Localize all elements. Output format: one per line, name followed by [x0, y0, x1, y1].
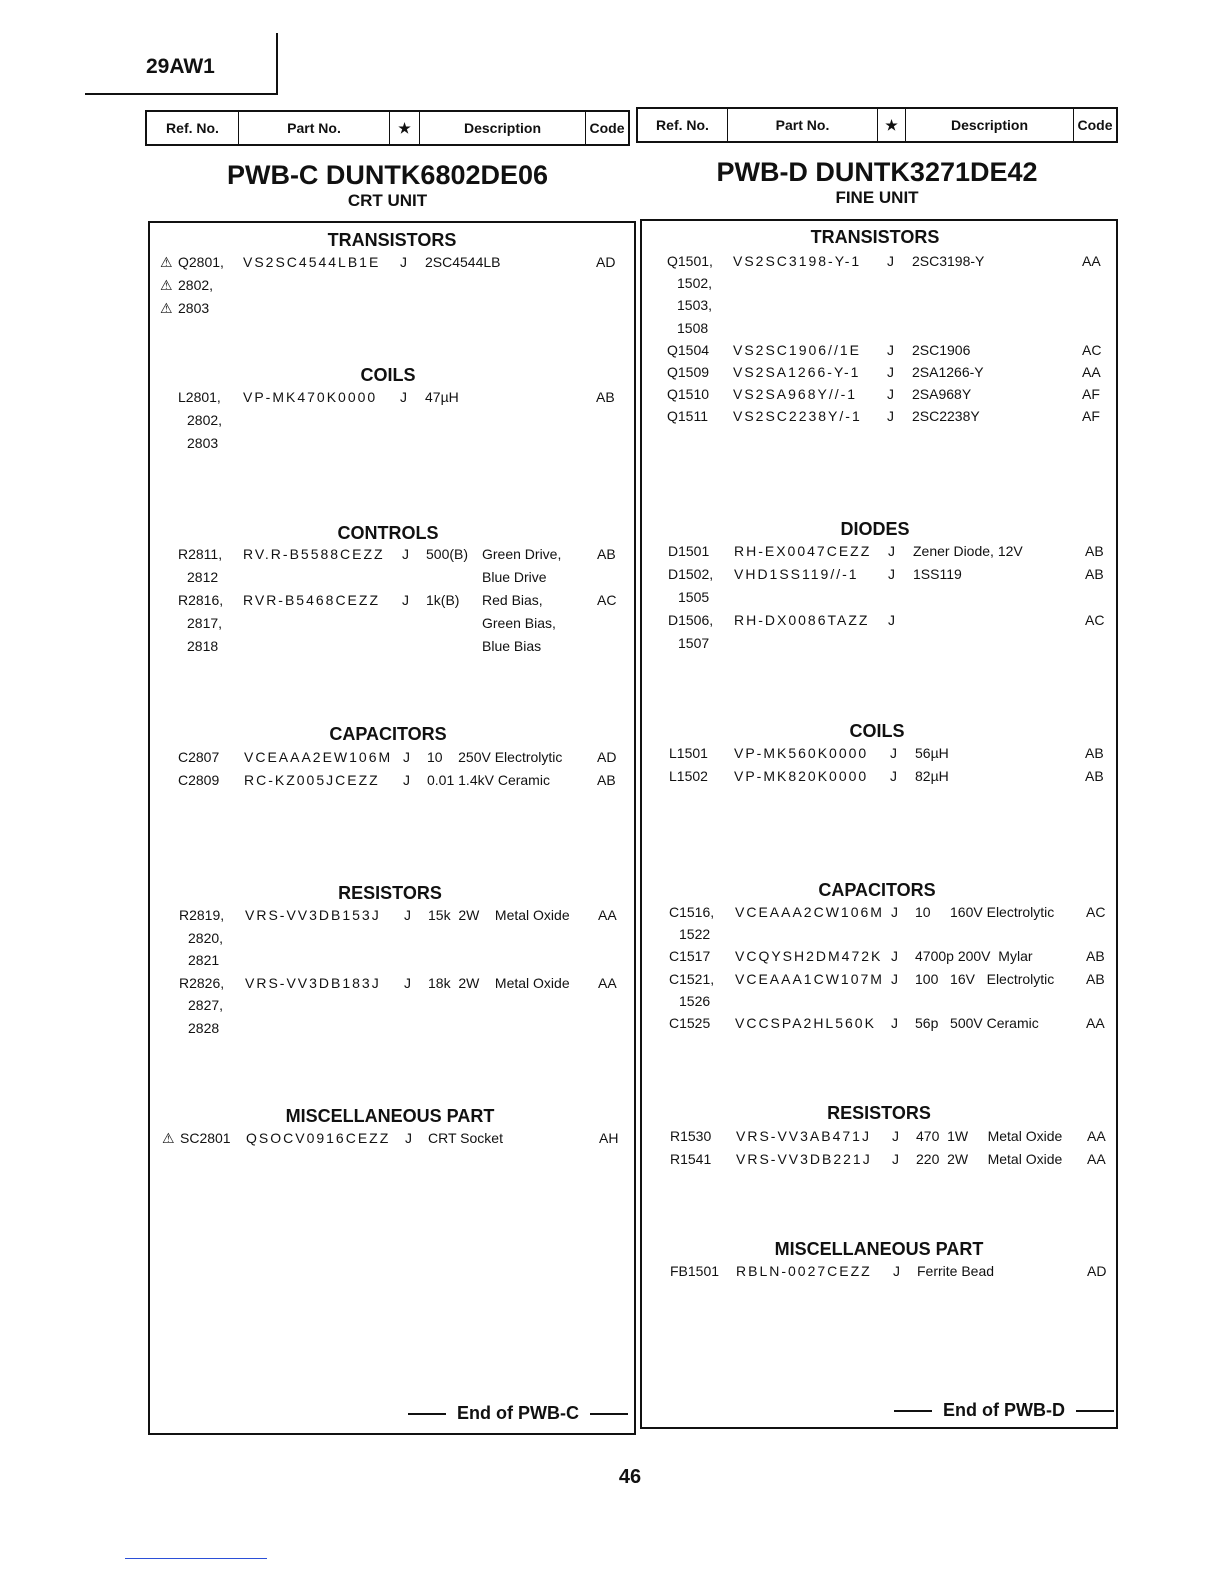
- cell-desc: 2SC1906: [912, 341, 971, 358]
- cell-code: AB: [597, 772, 616, 788]
- cell-j: J: [888, 566, 895, 582]
- cell-desc: 470 1W Metal Oxide: [916, 1128, 1063, 1144]
- description-header: Description: [420, 112, 586, 144]
- cell-ref: Q1510: [667, 386, 710, 403]
- table-row: [0, 342, 1224, 362]
- cell-code: AB: [597, 546, 616, 562]
- cell-desc: 220 2W Metal Oxide: [916, 1151, 1063, 1167]
- safety-warning-icon: ⚠: [160, 300, 173, 316]
- cell-code: AA: [1086, 1015, 1105, 1031]
- cell-ref: L2801,: [178, 389, 221, 405]
- table-row: [0, 275, 1224, 295]
- left-board-title: PWB-C DUNTK6802DE06: [226, 160, 549, 190]
- cell-j: J: [891, 948, 898, 965]
- table-row: [0, 635, 1224, 655]
- cell-desc: 56µH: [915, 745, 949, 761]
- cell-ref: R1541: [670, 1151, 712, 1167]
- cell-part: VS2SC4544LB1E: [243, 254, 381, 270]
- safety-warning-icon: ⚠: [162, 1130, 175, 1146]
- cell-j: J: [400, 254, 407, 270]
- cell-code: AB: [1085, 566, 1104, 582]
- cell-code: AB: [1086, 970, 1105, 987]
- part-no-header: Part No.: [728, 109, 878, 141]
- right-end-label: End of PWB-D: [943, 1400, 1065, 1420]
- cell-ref: C2807: [178, 749, 220, 765]
- table-row: [0, 566, 1224, 586]
- cell-j: J: [402, 546, 409, 562]
- cell-desc: Zener Diode, 12V: [913, 543, 1023, 559]
- cell-ref: R1530: [670, 1128, 712, 1144]
- cell-ref: C1516,: [669, 904, 715, 920]
- table-row: [0, 971, 1224, 991]
- table-row: [0, 768, 1224, 788]
- cell-ref: 2803: [187, 435, 219, 451]
- cell-j: J: [887, 408, 894, 425]
- cell-part: VRS-VV3DB183J: [245, 974, 381, 991]
- cell-part: VS2SC2238Y/-1: [733, 408, 862, 425]
- cell-ref: Q1509: [667, 364, 710, 380]
- cell-desc: 10 250V Electrolytic: [427, 749, 563, 765]
- star-header: ★: [390, 112, 420, 144]
- table-row: [0, 297, 1224, 317]
- code-header: Code: [589, 120, 625, 136]
- cell-part: VS2SC1906//1E: [733, 341, 861, 358]
- cell-code: AA: [598, 907, 617, 923]
- footer-link-line: [125, 1558, 267, 1559]
- cell-code: AB: [1085, 768, 1104, 784]
- table-row: [0, 612, 1224, 632]
- cell-part: QSOCV0916CEZZ: [246, 1130, 391, 1146]
- left-misc-heading: MISCELLANEOUS PART: [285, 1106, 495, 1126]
- cell-ref: Q1501,: [667, 253, 713, 269]
- cell-code: AA: [598, 974, 617, 991]
- cell-code: AB: [1085, 745, 1104, 761]
- cell-desc: 56p 500V Ceramic: [915, 1015, 1039, 1031]
- cell-code: AC: [1086, 904, 1106, 920]
- right-diodes-heading: DIODES: [840, 519, 910, 539]
- cell-ref: R2826,: [179, 974, 225, 991]
- part-no-header: Part No.: [239, 112, 390, 144]
- table-row: [0, 1263, 1224, 1283]
- cell-ref: D1501: [668, 543, 710, 559]
- left-end-marker: [408, 1403, 628, 1424]
- cell-part: VS2SA968Y//-1: [733, 386, 858, 403]
- cell-ref: 2802,: [178, 277, 214, 293]
- cell-code: AA: [1082, 364, 1101, 380]
- cell-code: AD: [597, 749, 617, 765]
- description-header: Description: [906, 109, 1074, 141]
- cell-ref: SC2801: [180, 1130, 231, 1146]
- cell-ref: 2817,: [187, 615, 223, 631]
- cell-code: AH: [599, 1130, 619, 1146]
- cell-desc: 47µH: [425, 389, 459, 405]
- cell-desc: 82µH: [915, 768, 949, 784]
- right-board-title: PWB-D DUNTK3271DE42: [716, 157, 1038, 187]
- cell-j: J: [405, 1130, 412, 1146]
- cell-part: VP-MK560K0000: [734, 745, 869, 761]
- cell-j: J: [890, 745, 897, 761]
- cell-ref: 1522: [679, 926, 711, 943]
- cell-j: J: [403, 772, 410, 788]
- cell-ref: 1508: [677, 319, 709, 336]
- cell-j: J: [887, 341, 894, 358]
- cell-part: VRS-VV3DB153J: [245, 907, 381, 923]
- model-divider-horizontal: [85, 93, 278, 95]
- cell-desc: CRT Socket: [428, 1130, 503, 1146]
- cell-part: RH-EX0047CEZZ: [734, 543, 872, 559]
- cell-ref: C1525: [669, 1015, 711, 1031]
- code-header: Code: [1077, 117, 1113, 133]
- cell-desc: Red Bias,: [482, 592, 543, 608]
- cell-ref: 1502,: [677, 275, 713, 292]
- cell-j: J: [892, 1151, 899, 1167]
- cell-desc: 2SC2238Y: [912, 408, 980, 425]
- cell-code: AA: [1087, 1151, 1106, 1167]
- cell-desc: Blue Drive: [482, 569, 547, 585]
- cell-desc: Blue Bias: [482, 638, 542, 654]
- cell-j: J: [888, 612, 895, 628]
- right-board-subtitle: FINE UNIT: [835, 188, 919, 207]
- table-row: [0, 543, 1224, 563]
- cell-ref: 1526: [679, 992, 711, 1009]
- right-end-marker: [894, 1400, 1114, 1421]
- cell-part: VCQYSH2DM472K: [735, 948, 883, 965]
- cell-desc: 1SS119: [913, 566, 962, 582]
- ref-no-header: Ref. No.: [638, 109, 728, 141]
- cell-j: J: [403, 749, 410, 765]
- cell-ref: 2821: [188, 952, 220, 968]
- cell-ref: 2818: [187, 638, 219, 654]
- table-row: [0, 386, 1224, 406]
- cell-j: J: [890, 768, 897, 784]
- cell-code: AF: [1082, 386, 1100, 403]
- safety-warning-icon: ⚠: [160, 277, 173, 293]
- table-row: [0, 1151, 1224, 1171]
- cell-desc: 2SA968Y: [912, 386, 972, 403]
- table-row: [0, 1128, 1224, 1148]
- table-row: [0, 948, 1224, 968]
- cell-ref: 1505: [678, 589, 710, 605]
- cell-ref: 2827,: [188, 997, 224, 1013]
- cell-j: J: [891, 970, 898, 987]
- cell-ref: D1506,: [668, 612, 714, 628]
- table-row: [0, 993, 1224, 1013]
- cell-code: AD: [1087, 1263, 1107, 1279]
- star-header: ★: [878, 109, 906, 141]
- cell-part: VCEAAA2EW106M: [244, 749, 393, 765]
- cell-part: VRS-VV3DB221J: [736, 1151, 872, 1167]
- cell-part: RH-DX0086TAZZ: [734, 612, 870, 628]
- cell-ref: 2820,: [188, 929, 224, 946]
- left-resistors-heading: RESISTORS: [338, 883, 442, 903]
- cell-ref: Q1504: [667, 341, 710, 358]
- table-row: [0, 364, 1224, 384]
- page-number: 46: [618, 1466, 642, 1488]
- left-transistors-heading: TRANSISTORS: [327, 230, 457, 250]
- cell-part: RBLN-0027CEZZ: [736, 1263, 872, 1279]
- table-row: [0, 320, 1224, 340]
- cell-val: 1k(B): [426, 592, 460, 608]
- cell-part: VS2SA1266-Y-1: [733, 364, 861, 380]
- left-end-label: End of PWB-C: [457, 1403, 579, 1423]
- cell-val: 500(B): [426, 546, 469, 562]
- model-number: 29AW1: [146, 55, 215, 78]
- cell-code: AB: [596, 389, 615, 405]
- cell-part: VCCSPA2HL560K: [735, 1015, 876, 1031]
- table-row: [0, 745, 1224, 765]
- cell-code: AC: [597, 592, 617, 608]
- model-divider-vertical: [276, 33, 278, 95]
- ref-no-header: Ref. No.: [147, 112, 239, 144]
- left-board-subtitle: CRT UNIT: [347, 191, 428, 210]
- cell-ref: D1502,: [668, 566, 714, 582]
- cell-part: VS2SC3198-Y-1: [733, 253, 862, 269]
- table-row: [0, 926, 1224, 946]
- cell-ref: C1517: [669, 948, 711, 965]
- cell-code: AF: [1082, 408, 1100, 425]
- right-transistors-heading: TRANSISTORS: [810, 227, 940, 247]
- cell-ref: Q2801,: [178, 254, 224, 270]
- cell-ref: R2811,: [178, 546, 223, 562]
- cell-part: VP-MK470K0000: [243, 389, 378, 405]
- cell-desc: 10 160V Electrolytic: [915, 904, 1055, 920]
- cell-ref: 1503,: [677, 297, 713, 314]
- cell-ref: C2809: [178, 772, 220, 788]
- cell-code: AB: [1085, 543, 1104, 559]
- cell-j: J: [402, 592, 409, 608]
- table-row: [0, 435, 1224, 455]
- cell-ref: Q1511: [667, 408, 708, 425]
- cell-desc: Green Bias,: [482, 615, 556, 631]
- right-misc-heading: MISCELLANEOUS PART: [774, 1239, 984, 1259]
- cell-j: J: [891, 904, 898, 920]
- cell-ref: R2816,: [178, 592, 224, 608]
- cell-ref: 2802,: [187, 412, 223, 428]
- cell-code: AC: [1082, 341, 1102, 358]
- cell-desc: 18k 2W Metal Oxide: [428, 974, 570, 991]
- cell-ref: 2812: [187, 569, 219, 585]
- cell-part: RC-KZ005JCEZZ: [244, 772, 380, 788]
- cell-ref: 2803: [178, 300, 210, 316]
- cell-j: J: [892, 1128, 899, 1144]
- cell-part: RV.R-B5588CEZZ: [243, 546, 385, 562]
- table-row: [0, 408, 1224, 428]
- cell-ref: 2828: [188, 1019, 220, 1036]
- cell-part: VCEAAA1CW107M: [735, 970, 884, 987]
- cell-code: AB: [1086, 948, 1105, 965]
- left-capacitors-heading: CAPACITORS: [329, 724, 447, 744]
- cell-desc: 100 16V Electrolytic: [915, 970, 1055, 987]
- cell-desc: 4700p 200V Mylar: [915, 948, 1033, 965]
- cell-desc: Ferrite Bead: [917, 1263, 995, 1279]
- cell-j: J: [404, 974, 411, 991]
- cell-ref: R2819,: [179, 907, 225, 923]
- cell-desc: 2SA1266-Y: [912, 364, 984, 380]
- cell-part: VHD1SS119//-1: [734, 566, 859, 582]
- table-row: [0, 904, 1224, 924]
- cell-part: VCEAAA2CW106M: [735, 904, 884, 920]
- cell-part: RVR-B5468CEZZ: [243, 592, 381, 608]
- cell-desc: 2SC3198-Y: [912, 253, 985, 269]
- safety-warning-icon: ⚠: [160, 254, 173, 270]
- table-row: [0, 1015, 1224, 1035]
- cell-j: J: [887, 364, 894, 380]
- left-controls-heading: CONTROLS: [337, 523, 439, 543]
- table-row: [0, 589, 1224, 609]
- cell-code: AA: [1087, 1128, 1106, 1144]
- right-capacitors-heading: CAPACITORS: [818, 880, 936, 900]
- right-coils-heading: COILS: [849, 721, 905, 741]
- cell-part: VP-MK820K0000: [734, 768, 869, 784]
- cell-code: AD: [596, 254, 616, 270]
- cell-code: AA: [1082, 253, 1101, 269]
- cell-ref: L1502: [669, 768, 708, 784]
- cell-j: J: [400, 389, 407, 405]
- left-column-header: [145, 110, 630, 146]
- left-coils-heading: COILS: [360, 365, 416, 385]
- cell-ref: L1501: [669, 745, 708, 761]
- cell-part: VRS-VV3AB471J: [736, 1128, 871, 1144]
- cell-ref: C1521,: [669, 970, 715, 987]
- cell-desc: 2SC4544LB: [425, 254, 501, 270]
- cell-j: J: [888, 543, 895, 559]
- cell-j: J: [887, 253, 894, 269]
- cell-ref: 1507: [678, 635, 710, 651]
- cell-desc: 15k 2W Metal Oxide: [428, 907, 570, 923]
- table-row: [0, 253, 1224, 273]
- cell-code: AC: [1085, 612, 1105, 628]
- cell-ref: FB1501: [670, 1263, 720, 1279]
- cell-desc: Green Drive,: [482, 546, 562, 562]
- right-column-header: [636, 107, 1118, 143]
- right-resistors-heading: RESISTORS: [827, 1103, 931, 1123]
- cell-j: J: [887, 386, 894, 403]
- cell-j: J: [404, 907, 411, 923]
- cell-j: J: [891, 1015, 898, 1031]
- cell-desc: 0.01 1.4kV Ceramic: [427, 772, 550, 788]
- cell-j: J: [893, 1263, 900, 1279]
